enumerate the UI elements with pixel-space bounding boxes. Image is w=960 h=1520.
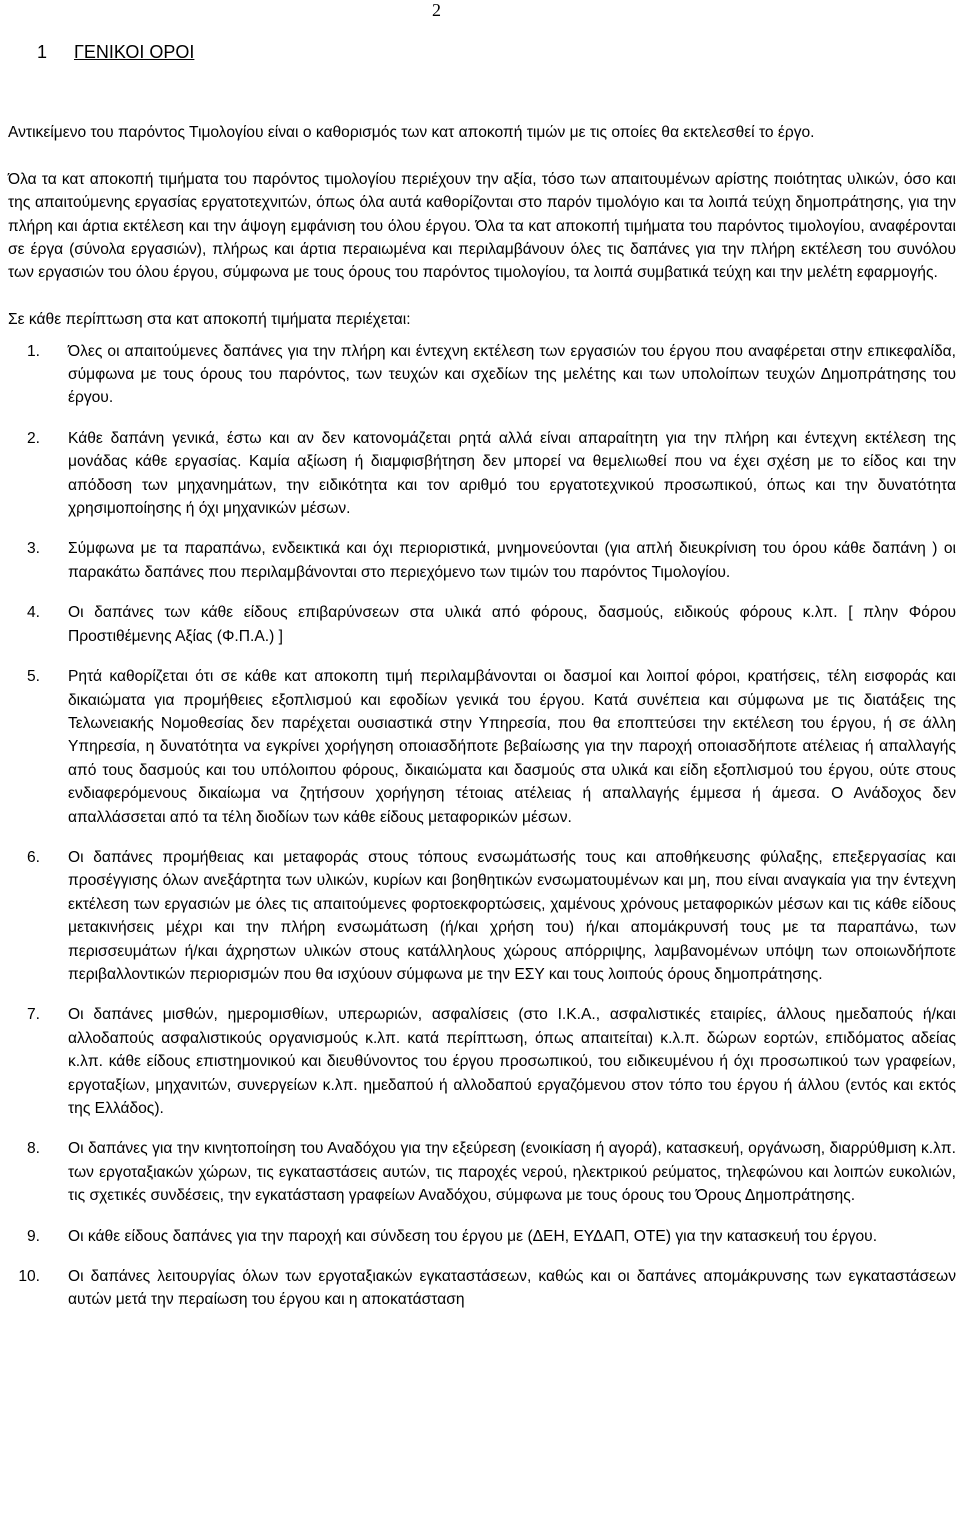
paragraph-prices: Όλα τα κατ αποκοπή τιμήματα του παρόντος τιμολογίου περιέχουν την αξία, τόσο των απαιτουμένων αρίστης ποιότητας υλικών, όσο και της απαιτούμενης εργασίας εργατοτεχνιτών, όπως όλα αυτά καθορίζονται στο παρόν τιμολόγιο και τα λοιπά τεύχη δημοπράτησης, για την πλήρη και άρτια εκτέλεση και την άψογη εμφάνιση του όλου έργου. Όλα τα κατ αποκοπή τιμήματα του παρόντος τιμολογίου, αναφέρονται σε έργα (σύνολα εργασιών), πλήρως και άρτια περαιωμένα και περιλαμβάνουν όλες τις δαπάνες για την πλήρη εκτέλεση του συνόλου των εργασιών του όλου έργου, σύμφωνα με τους όρους του παρόντος τιμολογίου, τα λοιπά συμβατικά τεύχη και την μελέτη εφαρμογής. (8, 170, 956, 282)
list-item (8, 601, 956, 648)
section-number: 1 (37, 42, 48, 62)
item-number: 8. (26, 1140, 40, 1158)
item-text: Οι κάθε είδους δαπάνες για την παροχή και σύνδεση του έργου με (ΔΕΗ, ΕΥΔΑΠ, ΟΤΕ) για την κατασκευή του έργου. (68, 1227, 878, 1245)
item-text: Οι δαπάνες για την κινητοποίηση του Αναδόχου για την εξεύρεση (ενοικίαση ή αγορά), κατασκευή, οργάνωση, διαρρύθμιση κ.λπ. των εργοταξιακών χώρων, τις εγκαταστάσεις αυτών, τις παροχές νερού, ηλεκτρικού ρεύματος, τηλεφώνου και λοιπών ευκολιών, τις σχετικές συνδέσεις, την εγκατάσταση γραφείων Αναδόχου, σύμφωνα με τους όρους του Όρους Δημοπράτησης. (68, 1140, 956, 1205)
item-number: 4. (26, 604, 40, 622)
item-number: 7. (26, 1006, 40, 1024)
item-number: 6. (26, 848, 40, 866)
item-text: Οι δαπάνες μισθών, ημερομισθίων, υπερωριών, ασφαλίσεις (στο Ι.Κ.Α., ασφαλιστικές εταιρίες, άλλους ημεδαπούς ή/και αλλοδαπούς ασφαλιστικούς οργανισμούς κ.λπ. κατά περίπτωση, όπως απαιτείται) κ.λ.π. δώρων εορτών, επιδόματος αδείας κ.λπ. κάθε είδους επιστημονικού και διευθύνοντος του έργου προσωπικού, του ειδικευμένου ή όχι προσωπικού των γραφείων, εργοταξίων, μηχανιτών, συνεργείων κ.λπ. ημεδαπού ή αλλοδαπού εργαζόμενου στον τόπο του έργου ή άλλου (εντός και εκτός της Ελλάδος). (68, 1006, 956, 1117)
spacer (8, 144, 956, 167)
list-intro: Σε κάθε περίπτωση στα κατ αποκοπή τιμήματα περιέχεται: (8, 311, 411, 329)
item-text: Κάθε δαπάνη γενικά, έστω και αν δεν κατονομάζεται ρητά αλλά είναι απαραίτητη για την πλήρη και έντεχνη εκτέλεση της μονάδας κάθε εργασίας. Καμία αξίωση ή διαμφισβήτηση δεν μπορεί να θεμελιωθεί που να έχει σχέση με το είδος και την απόδοση των μηχανημάτων, την ειδικότητα και τον αριθμό του εργατοτεχνικού προσωπικού, όπως και την δυνατότητα χρησιμοποίησης ή όχι μηχανικών μέσων. (68, 429, 956, 518)
document-body (8, 121, 956, 1312)
paragraph-subject: Αντικείμενο του παρόντος Τιμολογίου είναι ο καθορισμός των κατ αποκοπή τιμών με τις οποίες θα εκτελεσθεί το έργο. (8, 124, 815, 141)
list-item (8, 1137, 956, 1207)
item-text: Οι δαπάνες των κάθε είδους επιβαρύνσεων στα υλικά από φόρους, δασμούς, ειδικούς φόρους κ.λπ. [ πλην Φόρου Προστιθέμενης Αξίας (Φ.Π.Α.) ] (68, 604, 956, 645)
list-item (8, 1003, 956, 1120)
list-item (8, 537, 956, 584)
list-item (8, 340, 956, 410)
item-text: Οι δαπάνες προμήθειας και μεταφοράς στους τόπους ενσωμάτωσής τους και αποθήκευσης φύλαξης, επεξεργασίας και προσέγγισης όλων ανεξάρτητα των υλικών, κυρίων και βοηθητικών ενσωματουμένων και μη, που είναι αναγκαία για την έντεχνη εκτέλεση των εργασιών με όλες τις απαιτούμενες φορτοεκφορτώσεις, χαμένους χρόνους μεταφορικών μέσων και τις κάθε είδους μετακινήσεις μέχρι και την πλήρη ενσωμάτωση (ή/και χρήση του) ή/και απομάκρυνσή τους με τα παραπάνω, των περισσευμάτων ή/και άχρηστων υλικών στους κατάλληλους χώρους απόρριψης, λαμβανομένων υπόψη των οποιωνδήποτε περιβαλλοντικών περιορισμών που θα ισχύουν σύμφωνα με την ΕΣΥ και τους λοιπούς όρους δημοπράτησης. (68, 848, 956, 983)
item-text: Οι δαπάνες λειτουργίας όλων των εργοταξιακών εγκαταστάσεων, καθώς και οι δαπάνες απομάκρυνσης των εγκαταστάσεων αυτών μετά την περαίωση του έργου και η αποκατάσταση (68, 1268, 956, 1309)
item-number: 9. (26, 1227, 40, 1245)
list-item (8, 427, 956, 521)
page-number: 2 (432, 0, 441, 20)
item-number: 1. (26, 342, 40, 360)
item-number: 10. (18, 1268, 40, 1286)
list-item (8, 1225, 956, 1248)
list-item (8, 1265, 956, 1312)
item-number: 5. (26, 668, 40, 686)
item-number: 3. (26, 540, 40, 558)
section-heading (37, 40, 194, 64)
section-title: ΓΕΝΙΚΟΙ ΟΡΟΙ (74, 42, 195, 62)
list-item (8, 665, 956, 829)
cost-items-list (8, 340, 956, 1312)
item-number: 2. (26, 429, 40, 447)
item-text: Όλες οι απαιτούμενες δαπάνες για την πλήρη και έντεχνη εκτέλεση των εργασιών του έργου που αναφέρεται στην επικεφαλίδα, σύμφωνα με τους όρους του παρόντος, των τευχών και σχεδίων της μελέτης και των υπολοίπων τευχών Δημοπράτησης του έργου. (68, 342, 956, 407)
list-item (8, 846, 956, 986)
spacer (8, 285, 956, 308)
item-text: Ρητά καθορίζεται ότι σε κάθε κατ αποκοπη τιμή περιλαμβάνονται οι δασμοί και λοιποί φόροι, κρατήσεις, τέλη εισφοράς και δικαιώματα για προμήθειες εξοπλισμού και εφοδίων γενικά του έργου. Κατά συνέπεια και σύμφωνα με τις διατάξεις της Τελωνειακής Νομοθεσίας δεν παρέχεται ουσιαστικά στην Υπηρεσία, που θα εποπτεύσει την εκτέλεση του έργου, ή σε άλλη Υπηρεσία, η δυνατότητα να εγκρίνει χορήγηση οποιασδήποτε βεβαίωσης για την παροχή οποιασδήποτε ατέλειας ή απαλλαγής από τους δασμούς και του υπόλοιπου φόρους, δικαιώματα και δασμούς στα υλικά και είδη εξοπλισμού του έργου, ούτε στους ενδιαφερόμενους δικαίωμα να ζητήσουν χορήγηση τέτοιας ατέλειας ή απαλλαγής έμμεσα ή άμεσα. Ο Ανάδοχος δεν απαλλάσσεται από τα τέλη διοδίων των κάθε είδους μεταφορικών μέσων. (68, 668, 956, 826)
item-text: Σύμφωνα με τα παραπάνω, ενδεικτικά και όχι περιοριστικά, μνημονεύονται (για απλή διευκρίνιση του όρου κάθε δαπάνη ) οι παρακάτω δαπάνες που περιλαμβάνονται στο περιεχόμενο των τιμών του παρόντος Τιμολογίου. (68, 540, 956, 581)
